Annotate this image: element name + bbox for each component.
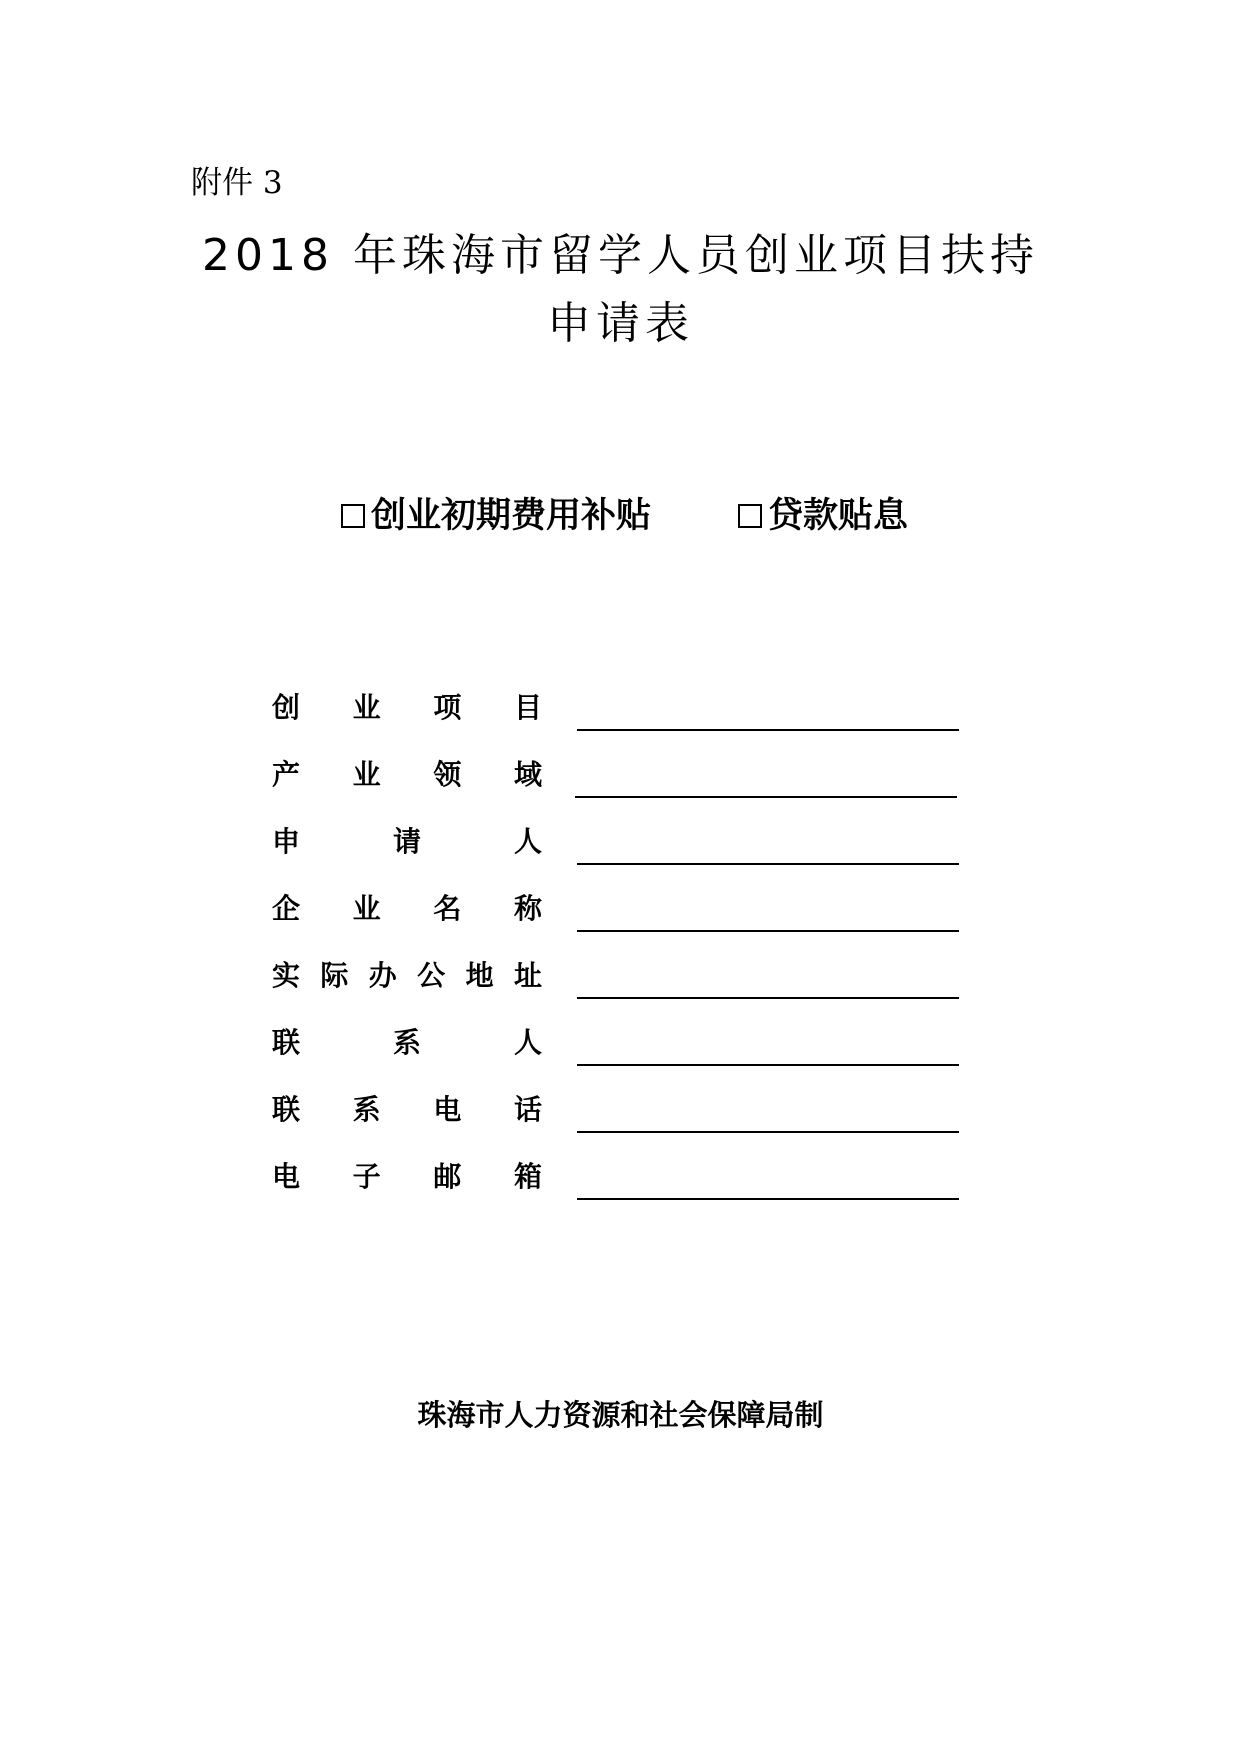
field-label-char: 产 [272,758,301,791]
field-label-char: 公 [417,959,446,992]
field-label-char: 创 [272,691,301,724]
field-label-char: 业 [352,691,381,724]
field-label-char: 电 [433,1093,462,1126]
field-input-line[interactable] [577,729,959,731]
field-address [272,949,962,999]
field-label [272,748,542,798]
issuer-footer: 珠海市人力资源和社会保障局制 [417,1398,824,1432]
field-label [272,815,542,865]
option-loan-interest[interactable] [738,491,908,541]
field-label-char: 电 [272,1160,301,1193]
field-label-char: 办 [368,959,397,992]
field-label-char: 址 [513,959,542,992]
field-input-line[interactable] [577,1198,959,1200]
field-input-line[interactable] [577,930,959,932]
field-input-line[interactable] [577,997,959,999]
field-phone [272,1083,962,1133]
form-title-line2: 申请表 [547,298,694,349]
field-applicant [272,815,962,865]
field-label-char: 地 [465,959,494,992]
field-label [272,1150,542,1200]
field-label-char: 联 [272,1026,301,1059]
field-label-char: 业 [352,758,381,791]
field-label-char: 人 [513,1026,542,1059]
field-email [272,1150,962,1200]
field-label-char: 目 [513,691,542,724]
option-loan-interest-label: 贷款贴息 [768,496,909,536]
field-label-char: 人 [513,825,542,858]
field-label-char: 领 [433,758,462,791]
checkbox-icon[interactable] [341,504,365,528]
checkbox-icon[interactable] [738,504,762,528]
field-contact [272,1016,962,1066]
field-label-char: 实 [272,959,301,992]
field-label [272,882,542,932]
field-label [272,1016,542,1066]
option-startup-subsidy[interactable] [341,491,651,541]
field-label-char: 系 [392,1026,421,1059]
field-label [272,681,542,731]
field-label-char: 项 [433,691,462,724]
field-label-char: 系 [352,1093,381,1126]
field-label-char: 申 [272,825,301,858]
attachment-label: 附件 3 [191,165,283,201]
field-label-char: 业 [352,892,381,925]
field-input-line[interactable] [577,863,959,865]
field-project [272,681,962,731]
field-industry [272,748,962,798]
field-label [272,949,542,999]
field-label-char: 称 [513,892,542,925]
field-label-char: 际 [320,959,349,992]
field-label-char: 联 [272,1093,301,1126]
field-label-char: 邮 [433,1160,462,1193]
field-input-line[interactable] [575,796,957,798]
field-label-char: 企 [272,892,301,925]
field-input-line[interactable] [577,1131,959,1133]
field-label-char: 子 [352,1160,381,1193]
field-label-char: 域 [513,758,542,791]
field-label-char: 箱 [513,1160,542,1193]
field-input-line[interactable] [577,1064,959,1066]
option-startup-subsidy-label: 创业初期费用补贴 [371,496,652,536]
application-type-options [0,491,1241,541]
form-title-line1: 2018 年珠海市留学人员创业项目扶持 [202,230,1039,281]
field-label-char: 名 [433,892,462,925]
field-label-char: 话 [513,1093,542,1126]
field-label [272,1083,542,1133]
field-company [272,882,962,932]
field-label-char: 请 [392,825,421,858]
